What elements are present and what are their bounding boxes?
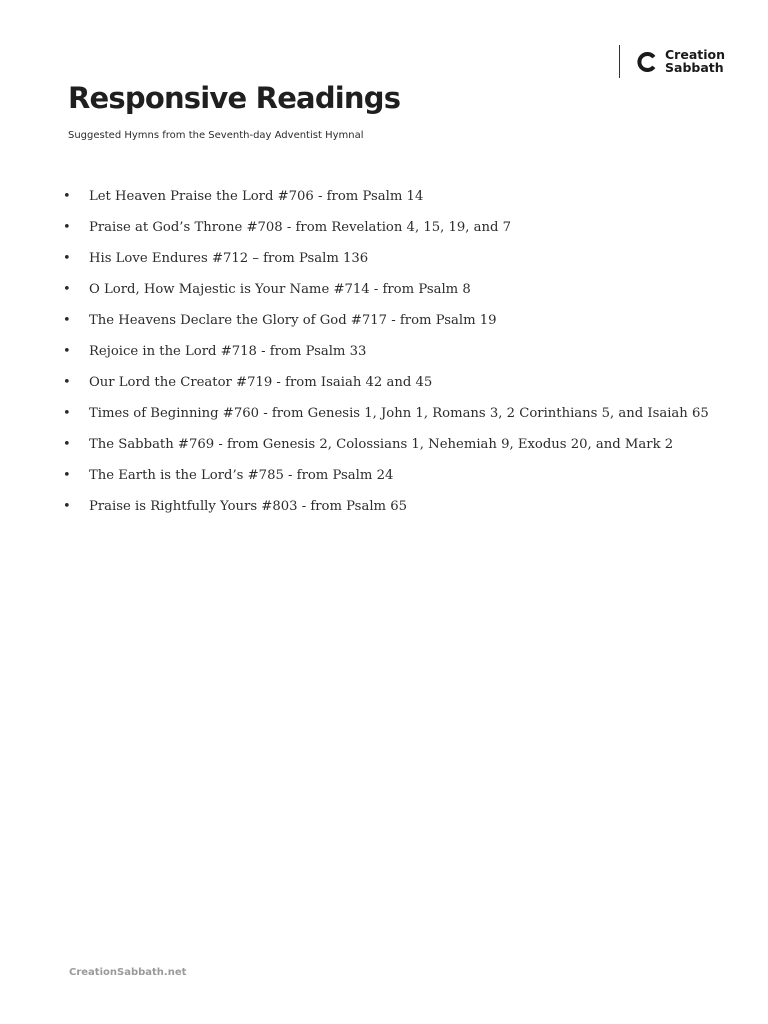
- list-item: [63, 248, 709, 279]
- bullet-icon: •: [63, 499, 71, 514]
- list-item: [63, 372, 709, 403]
- reading-text: His Love Endures #712 – from Psalm 136: [89, 251, 369, 266]
- list-item: [63, 434, 709, 465]
- readings-list: [63, 186, 709, 527]
- logo-line-2: Sabbath: [665, 59, 724, 75]
- reading-text: Praise at God’s Throne #708 - from Revelation 4, 15, 19, and 7: [89, 220, 512, 235]
- reading-text: The Earth is the Lord’s #785 - from Psalm 24: [89, 468, 394, 483]
- reading-text: Let Heaven Praise the Lord #706 - from Psalm 14: [89, 189, 424, 204]
- bullet-icon: •: [63, 313, 71, 328]
- reading-text: Praise is Rightfully Yours #803 - from Psalm 65: [89, 499, 408, 514]
- logo-divider: [619, 45, 620, 78]
- reading-text: Rejoice in the Lord #718 - from Psalm 33: [89, 344, 367, 359]
- list-item: [63, 217, 709, 248]
- list-item: [63, 403, 709, 434]
- logo-ring-icon: [636, 51, 658, 73]
- bullet-icon: •: [63, 251, 71, 266]
- bullet-icon: •: [63, 282, 71, 297]
- logo-line-1: Creation: [665, 47, 725, 62]
- bullet-icon: •: [63, 468, 71, 483]
- page-subtitle: Suggested Hymns from the Seventh-day Adventist Hymnal: [68, 130, 364, 141]
- creation-sabbath-logo: [619, 45, 725, 78]
- footer-site-link: CreationSabbath.net: [69, 967, 187, 978]
- list-item: [63, 465, 709, 496]
- bullet-icon: •: [63, 189, 71, 204]
- reading-text: Times of Beginning #760 - from Genesis 1, John 1, Romans 3, 2 Corinthians 5, and Isaiah 65: [89, 406, 709, 421]
- bullet-icon: •: [63, 437, 71, 452]
- list-item: [63, 279, 709, 310]
- reading-text: O Lord, How Majestic is Your Name #714 - from Psalm 8: [89, 282, 471, 297]
- logo-wordmark: [665, 49, 725, 74]
- bullet-icon: •: [63, 344, 71, 359]
- list-item: [63, 341, 709, 372]
- list-item: [63, 496, 709, 527]
- bullet-icon: •: [63, 375, 71, 390]
- list-item: [63, 186, 709, 217]
- bullet-icon: •: [63, 406, 71, 421]
- list-item: [63, 310, 709, 341]
- reading-text: Our Lord the Creator #719 - from Isaiah 42 and 45: [89, 375, 433, 390]
- reading-text: The Heavens Declare the Glory of God #717 - from Psalm 19: [89, 313, 497, 328]
- bullet-icon: •: [63, 220, 71, 235]
- reading-text: The Sabbath #769 - from Genesis 2, Colossians 1, Nehemiah 9, Exodus 20, and Mark 2: [89, 437, 674, 452]
- page-title: Responsive Readings: [68, 81, 401, 115]
